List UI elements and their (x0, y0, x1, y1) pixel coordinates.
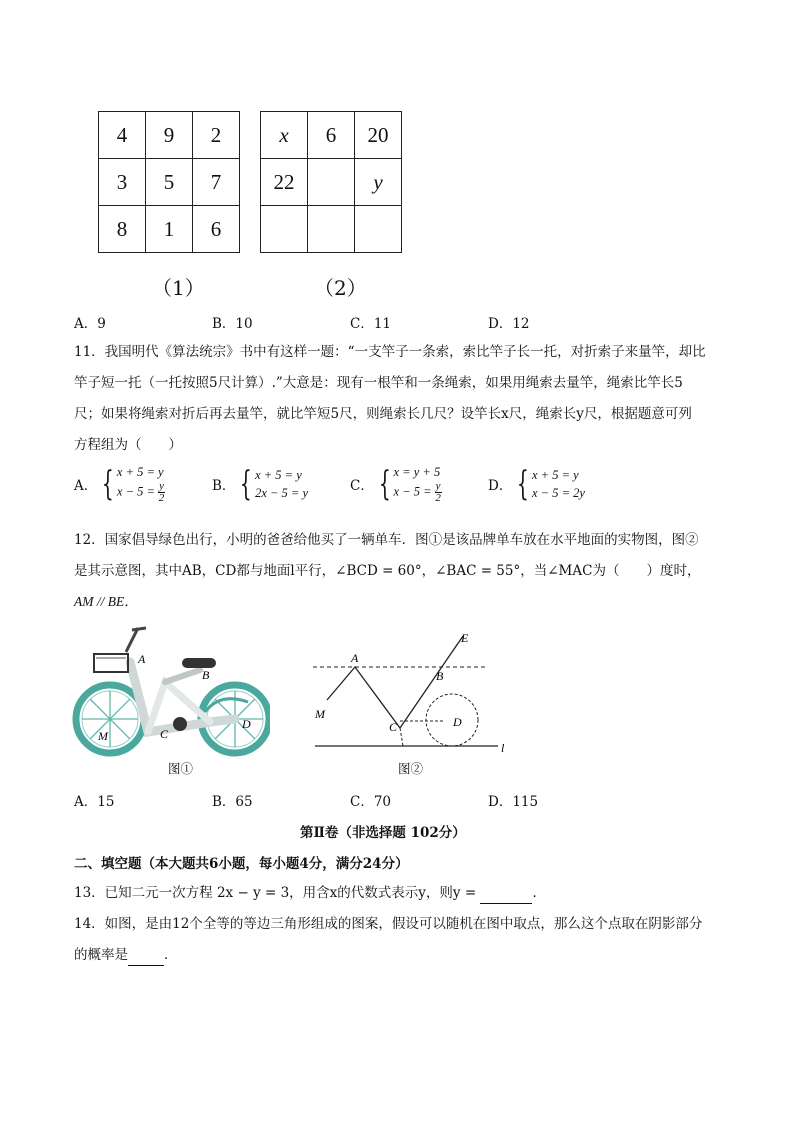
q11-option-c (350, 463, 442, 504)
point-label-c: C (160, 727, 169, 741)
point-label-e: E (461, 631, 469, 645)
q11-option-d (488, 466, 585, 502)
q11-line-4: 方程组为（ ） (74, 437, 182, 453)
line-label-l: l (501, 741, 505, 755)
q12-line-1: 12．国家倡导绿色出行，小明的爸爸给他买了一辆单车．图①是该品牌单车放在水平地面的实物图，图② (74, 532, 699, 548)
point-label-b: B (202, 668, 210, 682)
grid-cell: 8 (99, 206, 146, 253)
option-label: B． (212, 478, 236, 494)
equation: x − 5 = 2y (531, 486, 585, 500)
figure-1-caption: 图① (168, 761, 194, 776)
point-label-a: A (351, 651, 359, 665)
q13-line: 13．已知二元一次方程 2x − y = 3，用含x的代数式表示y，则y = ． (74, 883, 546, 904)
grid-cell (261, 206, 308, 253)
q12-option-b: B．65 (212, 794, 253, 810)
grid-cell (308, 159, 355, 206)
grid-cell: 7 (193, 159, 240, 206)
q12-line-3: AM // BE． (74, 594, 138, 609)
grid-cell: 1 (146, 206, 193, 253)
option-label: C． (350, 477, 374, 494)
point-label-d: D (242, 717, 251, 731)
q11-option-a (74, 463, 165, 504)
q10-option-d: D．12 (488, 316, 530, 332)
grid-cell: x (261, 112, 308, 159)
grid-cell: 2 (193, 112, 240, 159)
figure-2-caption: 图② (398, 761, 424, 776)
schematic-figure (305, 628, 515, 756)
point-label-d: D (453, 715, 462, 729)
option-label: A． (74, 477, 98, 494)
wheel-circle (426, 694, 478, 746)
grid-2-caption: （2） (314, 276, 367, 300)
grid-cell: 4 (99, 112, 146, 159)
point-label-b: B (436, 669, 444, 683)
grid-cell: 6 (193, 206, 240, 253)
q11-line-2: 竿子短一托（一托按照5尺计算）.”大意是：现有一根竿和一条绳索，如果用绳索去量竿，绳索比竿长5 (74, 375, 683, 391)
q12-option-d: D．115 (488, 794, 539, 810)
grid-cell: 20 (355, 112, 402, 159)
q11-option-b (212, 466, 308, 502)
section-2-title: 二、填空题（本大题共6小题，每小题4分，满分24分） (74, 856, 409, 872)
q14-line-1: 14．如图，是由12个全等的等边三角形组成的图案，假设可以随机在图中取点，那么这个点取在阴影部分 (74, 916, 703, 932)
q10-option-a: A．9 (74, 316, 106, 332)
q11-line-1: 11．我国明代《算法统宗》书中有这样一题：“一支竿子一条索，索比竿子长一托，对折索子来量竿，却比 (74, 344, 706, 360)
grid-cell: y (355, 159, 402, 206)
grid-cell (308, 206, 355, 253)
brace-icon: { (378, 463, 391, 504)
line-m-a-c (327, 667, 400, 728)
magic-square-grid-1 (98, 111, 240, 253)
bicycle-photo-figure (70, 622, 270, 772)
grid-1-caption: （1） (152, 276, 205, 300)
q14-line-2: 的概率是 ． (74, 945, 178, 966)
point-label-m: M (315, 707, 325, 721)
grid-cell (355, 206, 402, 253)
brace-icon: { (102, 463, 115, 504)
q12-option-a: A．15 (74, 794, 115, 810)
grid-cell: 9 (146, 112, 193, 159)
q13-text: 13．已知二元一次方程 2x − y = 3，用含x的代数式表示y，则y = (74, 885, 481, 901)
grid-cell: 22 (261, 159, 308, 206)
point-label-c: C (389, 720, 398, 734)
q12-line-2: 是其示意图，其中AB，CD都与地面l平行，∠BCD = 60°，∠BAC = 55°，当∠MAC为（ ）度时， (74, 563, 701, 579)
brace-icon: { (240, 464, 253, 504)
q12-option-c: C．70 (350, 794, 392, 810)
equation: x − 5 = $\frac{y}{2}$ (116, 480, 165, 504)
q10-option-b: B．10 (212, 316, 253, 332)
part-2-title: 第Ⅱ卷（非选择题 102分） (300, 825, 466, 841)
point-label-m: M (98, 729, 108, 743)
grid-cell: 6 (308, 112, 355, 159)
equation: x = y + 5 (393, 465, 441, 479)
grid-cell: 5 (146, 159, 193, 206)
q10-option-c: C．11 (350, 316, 392, 332)
answer-blank[interactable] (480, 883, 532, 904)
grid-cell: 3 (99, 159, 146, 206)
equation: x + 5 = y (116, 465, 164, 479)
answer-blank[interactable] (128, 945, 164, 966)
q11-line-3: 尺；如果将绳索对折后再去量竿，就比竿短5尺，则绳索长几尺？设竿长x尺，绳索长y尺，根据题意可列 (74, 406, 692, 422)
equation: x + 5 = y (255, 468, 302, 482)
brace-icon: { (517, 464, 530, 504)
q14-text: 的概率是 (74, 947, 128, 963)
magic-square-grid-2 (260, 111, 402, 253)
equation: x − 5 = $\frac{y}{2}$ (393, 480, 441, 504)
option-label: D． (488, 478, 513, 494)
point-label-a: A (138, 652, 146, 666)
equation: x + 5 = y (531, 468, 579, 482)
equation: 2x − 5 = y (255, 486, 309, 500)
